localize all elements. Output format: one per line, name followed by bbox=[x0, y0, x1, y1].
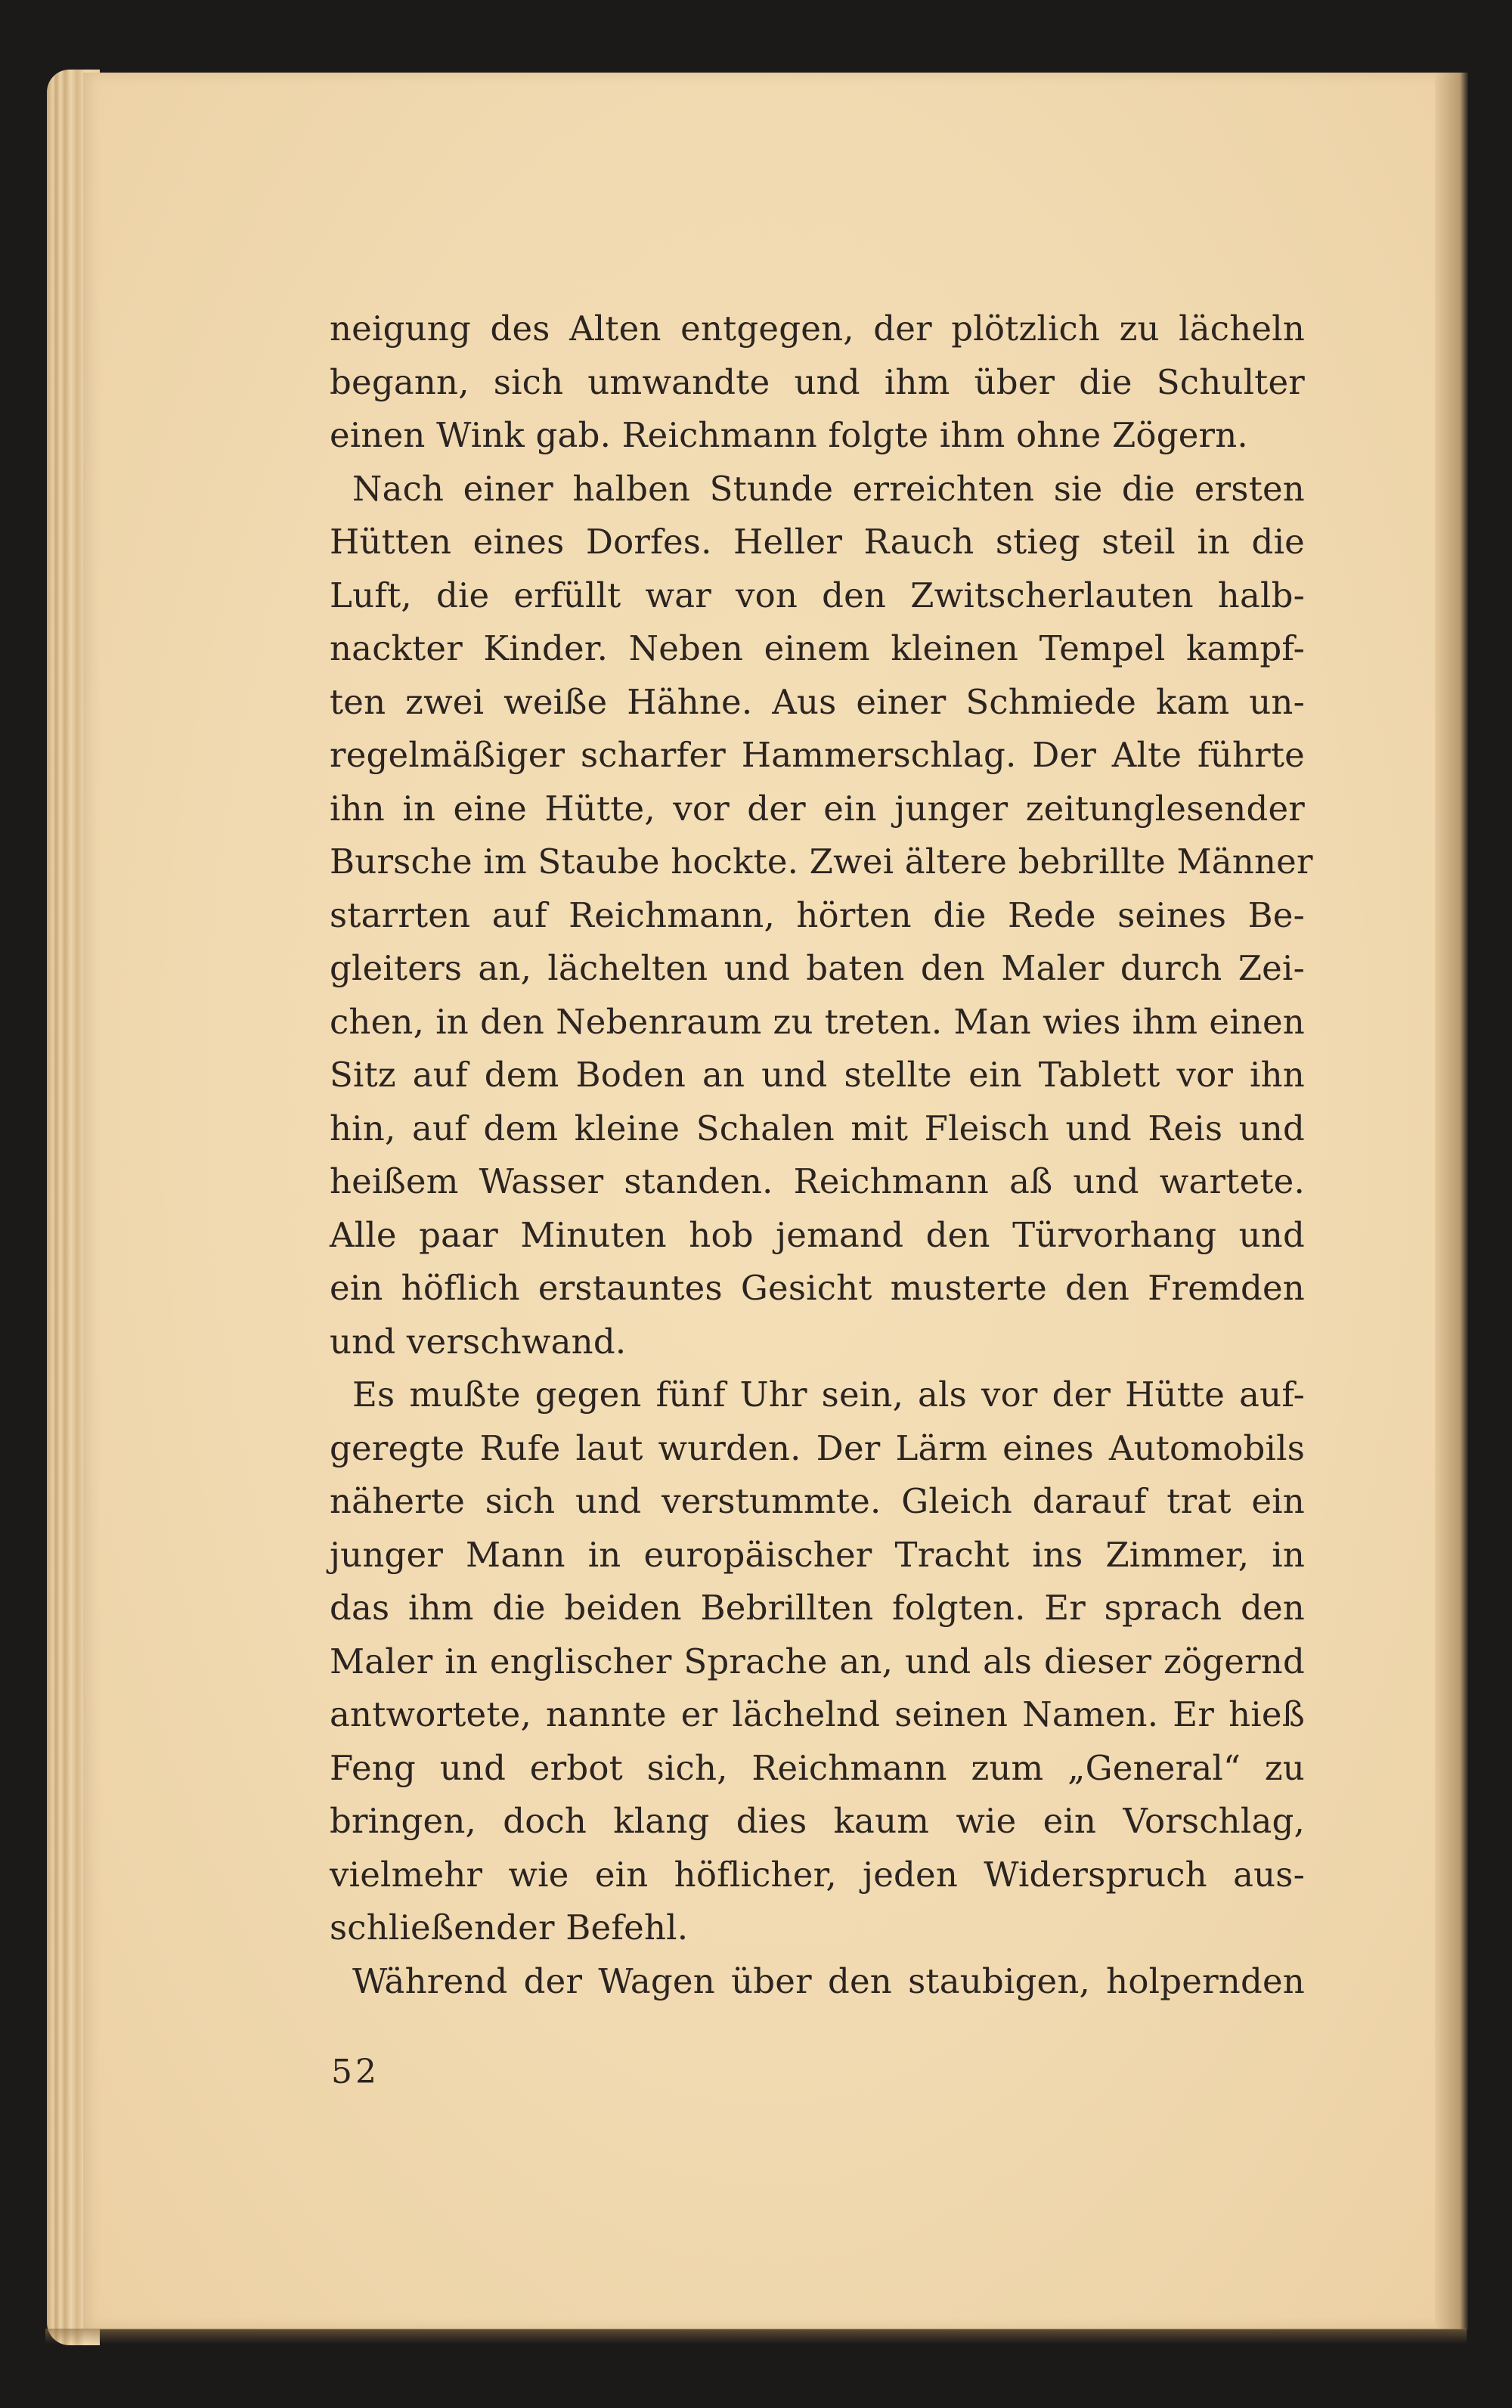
text-line: Luft, die erfüllt war von den Zwitscherlauten halb- bbox=[330, 575, 1305, 615]
text-line: Während der Wagen über den staubigen, holpernden bbox=[352, 1960, 1305, 2001]
text-line: und verschwand. bbox=[330, 1321, 627, 1362]
text-line: regelmäßiger scharfer Hammerschlag. Der Alte führte bbox=[330, 735, 1305, 775]
text-line: Maler in englischer Sprache an, und als dieser zögernd bbox=[330, 1641, 1305, 1681]
body-text bbox=[330, 302, 1313, 2008]
text-line: begann, sich umwandte und ihm über die Schulter bbox=[330, 361, 1305, 402]
page-gutter bbox=[1435, 73, 1468, 2329]
text-line: Nach einer halben Stunde erreichten sie die ersten bbox=[352, 468, 1305, 509]
text-line: das ihm die beiden Bebrillten folgten. Er sprach den bbox=[330, 1588, 1305, 1628]
page-bottom-shadow bbox=[45, 2329, 1467, 2344]
text-line: näherte sich und verstummte. Gleich darauf trat ein bbox=[330, 1481, 1305, 1521]
text-line: antwortete, nannte er lächelnd seinen Namen. Er hieß bbox=[330, 1694, 1305, 1734]
text-line: chen, in den Nebenraum zu treten. Man wies ihm einen bbox=[330, 1001, 1305, 1042]
text-line: Sitz auf dem Boden an und stellte ein Tablett vor ihn bbox=[330, 1055, 1305, 1095]
text-line: hin, auf dem kleine Schalen mit Fleisch und Reis und bbox=[330, 1108, 1305, 1148]
text-line: Alle paar Minuten hob jemand den Türvorhang und bbox=[330, 1214, 1305, 1255]
text-line: gleiters an, lächelten und baten den Maler durch Zei- bbox=[330, 948, 1305, 988]
text-line: Hütten eines Dorfes. Heller Rauch stieg steil in die bbox=[330, 522, 1305, 562]
text-line: vielmehr wie ein höflicher, jeden Widerspruch aus- bbox=[330, 1854, 1305, 1895]
text-line: nackter Kinder. Neben einem kleinen Tempel kampf- bbox=[330, 628, 1305, 668]
text-line: bringen, doch klang dies kaum wie ein Vorschlag, bbox=[330, 1801, 1305, 1841]
text-line: junger Mann in europäischer Tracht ins Zimmer, in bbox=[330, 1534, 1305, 1575]
text-line: ten zwei weiße Hähne. Aus einer Schmiede kam un- bbox=[330, 681, 1305, 722]
text-line: ihn in eine Hütte, vor der ein junger zeitunglesender bbox=[330, 788, 1305, 829]
text-line: einen Wink gab. Reichmann folgte ihm ohne Zögern. bbox=[330, 415, 1248, 455]
text-line: starrten auf Reichmann, hörten die Rede seines Be- bbox=[330, 894, 1305, 935]
text-line: ein höflich erstauntes Gesicht musterte den Fremden bbox=[330, 1268, 1305, 1308]
text-line: schließender Befehl. bbox=[330, 1907, 689, 1948]
text-line: geregte Rufe laut wurden. Der Lärm eines Automobils bbox=[330, 1427, 1305, 1468]
text-line: Bursche im Staube hockte. Zwei ältere bebrillte Männer bbox=[330, 841, 1313, 882]
page-number: 52 bbox=[331, 2053, 380, 2091]
text-line: heißem Wasser standen. Reichmann aß und wartete. bbox=[330, 1161, 1305, 1201]
text-line: Feng und erbot sich, Reichmann zum „General“ zu bbox=[330, 1747, 1305, 1788]
text-line: neigung des Alten entgegen, der plötzlich zu lächeln bbox=[330, 308, 1305, 349]
text-line: Es mußte gegen fünf Uhr sein, als vor der Hütte auf- bbox=[352, 1374, 1305, 1415]
